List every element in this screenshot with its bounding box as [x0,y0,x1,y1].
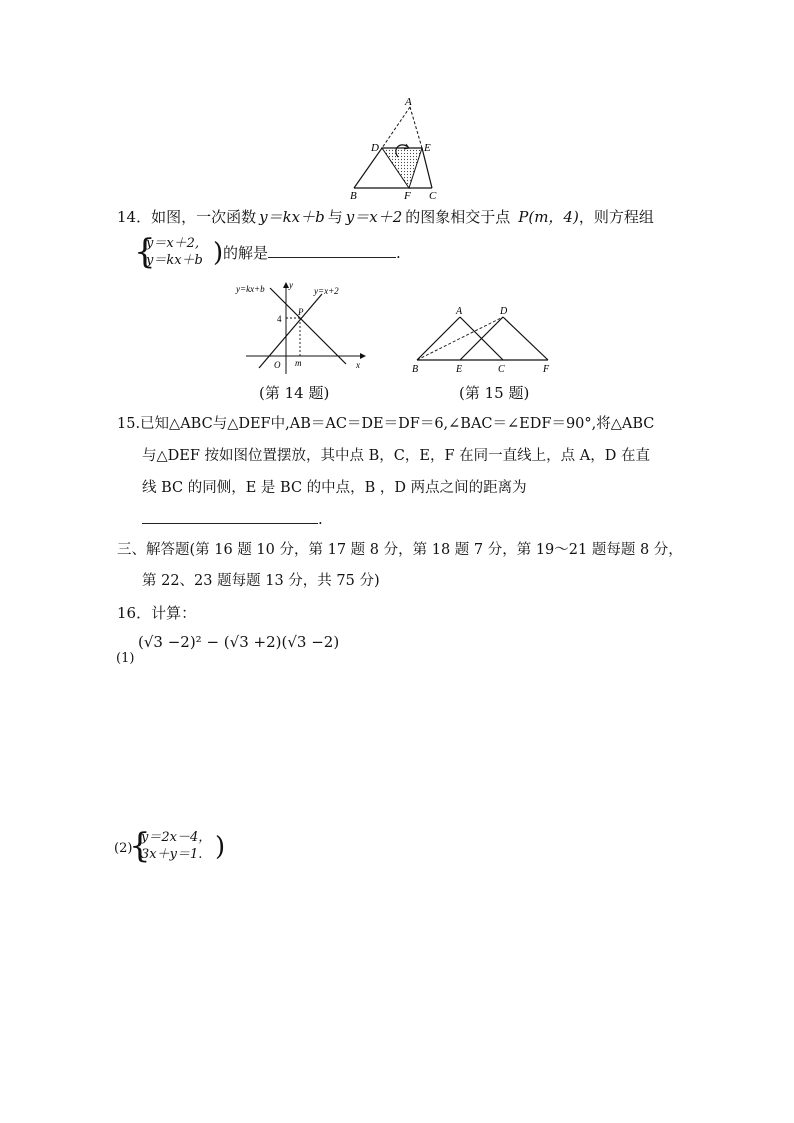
q16-part2-rparen: ) [215,832,226,862]
label-b: B [350,190,357,200]
q16-part1-expr: (√3 −2)² − (√3 +2)(√3 −2) [138,633,340,651]
shaded-triangle-def [382,148,422,188]
q14-system-rparen: ) [213,238,224,268]
q14-solution-line [223,243,401,263]
label-d: D [371,142,379,154]
q14-number: 14． [117,208,152,226]
q14-solution-prefix: 的解是 [223,244,269,262]
q15-line2: 与△DEF 按如图位置摆放，其中点 B，C，E，F 在同一直线上，点 A，D 在直 [142,448,650,464]
q15-answer-line [142,509,323,529]
q16-part2-eq1: y＝2x－4， [141,830,212,845]
q14-eq2: y＝kx＋b [146,253,203,268]
q14-end: . [396,244,401,262]
q16-title: 16．计算： [117,604,197,622]
segment-ba [417,317,460,360]
label-point-p: P [298,307,304,317]
figure-15-triangles [405,300,565,380]
label-c: C [429,190,437,200]
q15-line1: 15.已知△ABC与△DEF中,AB＝AC＝DE＝DF＝6,∠BAC＝∠EDF＝90°,将△ABC [117,416,655,432]
label-f: F [404,190,411,200]
label-f: F [543,364,550,375]
q16-part2-eq2: 3x＋y＝1. [141,847,203,862]
caption-fig-14: (第 14 题) [259,384,330,402]
label-a: A [456,306,463,317]
q14-text-b: 与 [327,208,343,226]
q14-point: P(m，4) [518,208,579,226]
caption-fig-15: (第 15 题) [459,384,530,402]
q14-answer-blank[interactable] [268,243,396,258]
q14-text-d: ，则方程组 [578,208,654,226]
label-line2: y=x+2 [314,286,339,296]
label-e: E [456,364,463,375]
q14-eq1: y＝x＋2, [146,236,200,251]
label-line1: y=kx+b [236,284,265,294]
q14-expr2: y＝x＋2 [345,208,403,226]
segment-ec [422,148,432,188]
label-tick-4: 4 [277,314,282,324]
dashed-bd [417,317,503,360]
label-a: A [405,96,412,108]
q16-part2-label: (2) [114,841,133,856]
section3-line2: 第 22、23 题每题 13 分，共 75 分) [142,573,380,589]
q16-part1-label: (1) [116,651,135,666]
dashed-ad [382,107,410,148]
segment-df [503,317,548,360]
section3-line1: 三、解答题(第 16 题 10 分，第 17 题 8 分，第 18 题 7 分，第 19～21 题每题 8 分， [117,542,683,558]
q14-expr1: y＝kx＋b [259,208,325,226]
segment-bd [354,148,382,188]
question-14-line1 [117,207,654,227]
label-x-axis: x [356,360,360,370]
label-tick-m: m [295,358,302,368]
q14-system-brace: { [134,232,156,272]
dashed-ae [410,107,422,148]
label-y-axis: y [289,280,293,290]
label-origin: O [274,360,281,370]
q15-answer-blank[interactable] [142,509,318,524]
line-y-kx-plus-b [270,288,346,364]
q16-part2-brace: { [129,826,151,866]
q14-text-c: 的图象相交于点 [405,208,511,226]
label-e: E [424,142,431,154]
figure-13-fold-triangle [340,95,450,200]
q14-text-a: 如图，一次函数 [151,208,257,226]
label-c: C [498,364,505,375]
label-b: B [412,364,419,375]
q15-line3: 线 BC 的同侧，E 是 BC 的中点，B ，D 两点之间的距离为 [142,480,527,496]
figure-14-graph [232,278,372,378]
q15-end: . [318,510,323,528]
label-d: D [500,306,508,317]
